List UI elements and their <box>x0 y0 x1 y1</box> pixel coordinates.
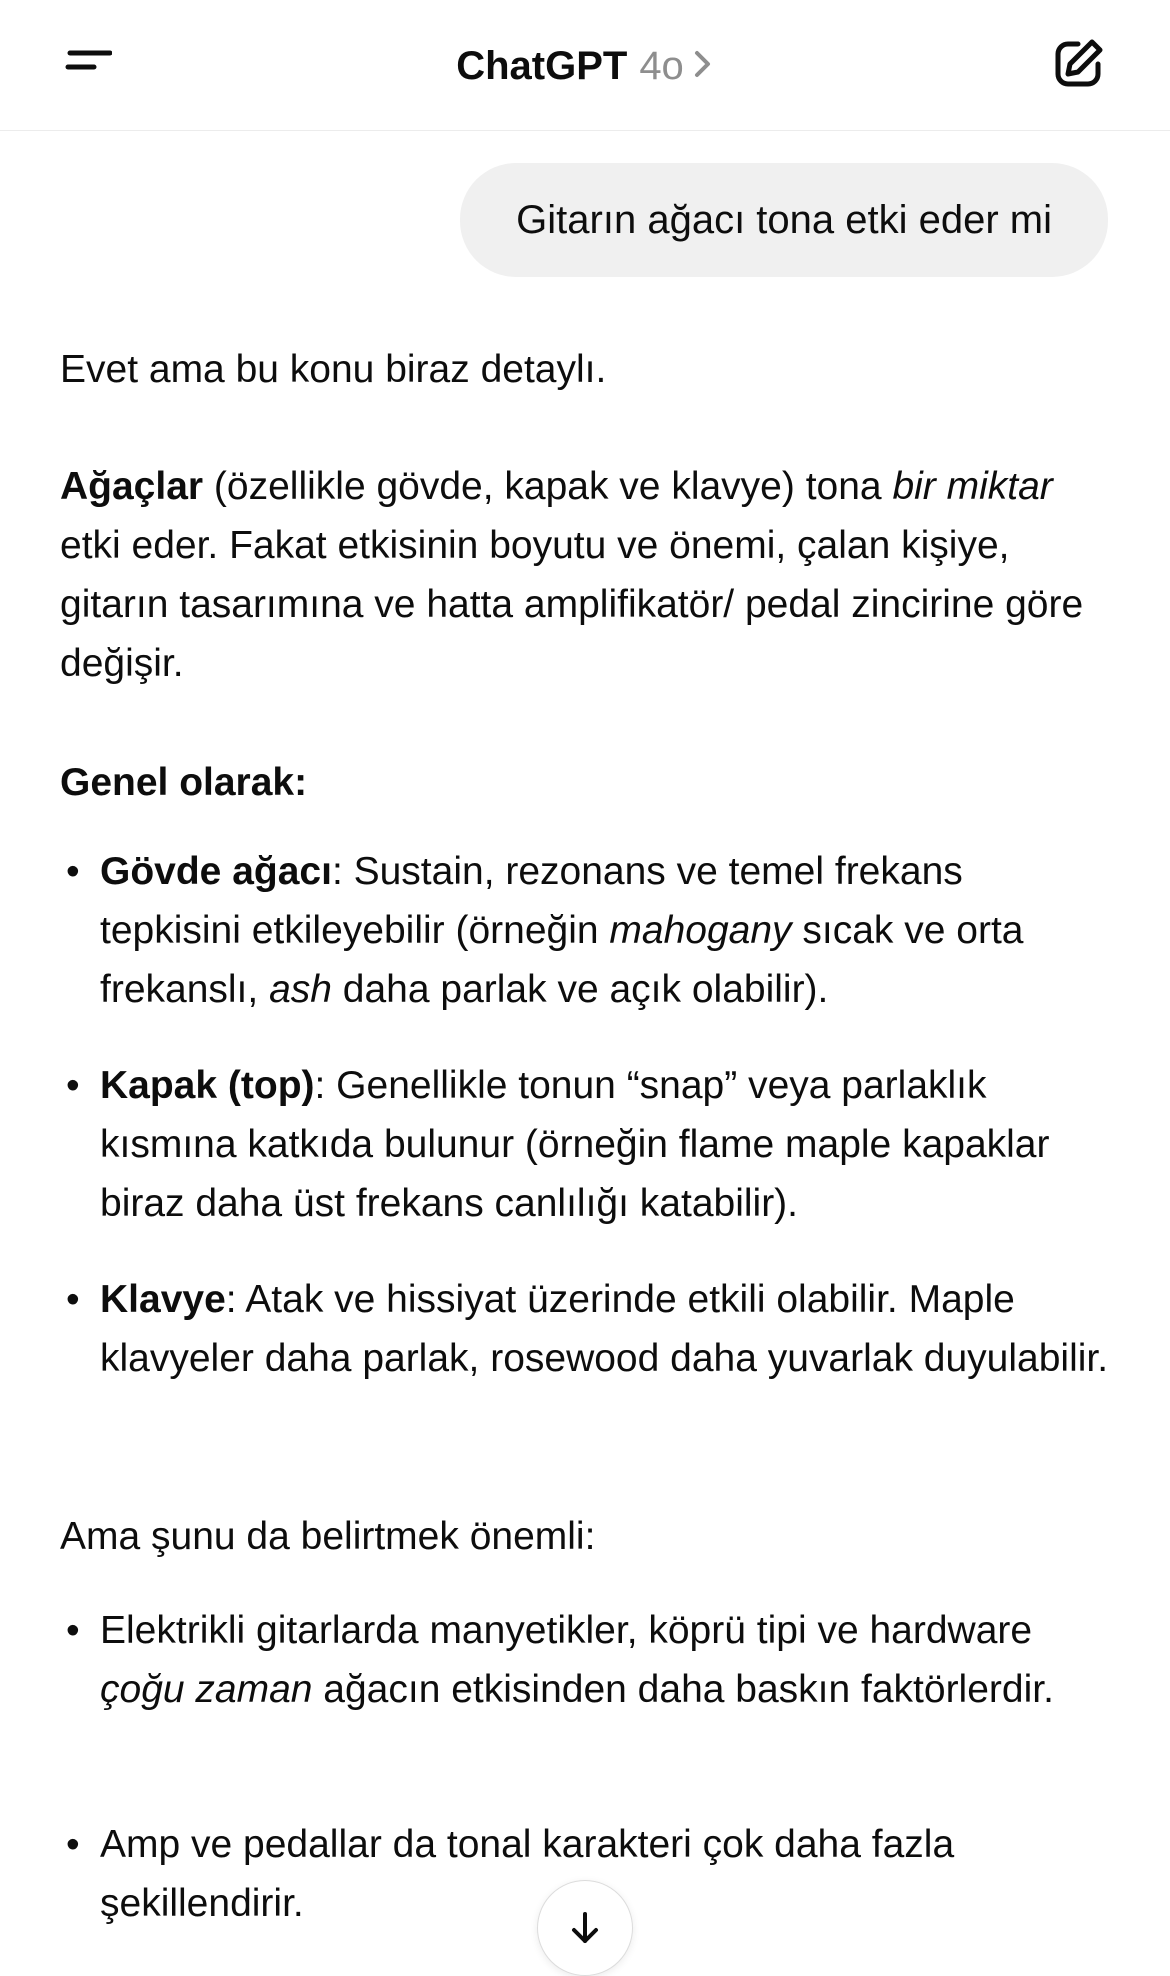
new-chat-button[interactable] <box>1050 36 1120 100</box>
bold-text: Klavye <box>100 1278 226 1321</box>
note-heading: Ama şunu da belirtmek önemli: <box>60 1515 596 1558</box>
bullet-icon: • <box>66 850 80 893</box>
model-name: 4o <box>639 44 684 88</box>
arrow-down-icon <box>565 1908 605 1948</box>
bold-text: Gövde ağacı <box>100 850 332 893</box>
text: Amp ve pedallar da tonal karakteri çok daha fazla şekillendirir. <box>100 1823 955 1925</box>
chevron-right-icon <box>692 42 714 94</box>
app-title: ChatGPT <box>456 44 628 88</box>
answer-intro: Evet ama bu konu biraz detaylı. <box>60 348 607 391</box>
text: ağacın etkisinden daha baskın faktörlerdir. <box>312 1668 1054 1711</box>
text: : Genellikle tonun “snap” veya parlaklık kısmına katkıda bulunur (örneğin flame maple kapaklar biraz daha üst frekans canlılığı katabilir). <box>100 1064 1050 1225</box>
bullet-icon: • <box>66 1823 80 1866</box>
user-message-text: Gitarın ağacı tona etki eder mi <box>516 198 1052 242</box>
general-heading: Genel olarak: <box>60 761 308 804</box>
answer-paragraph-trees <box>60 457 1100 693</box>
bold-text: Kapak (top) <box>100 1064 315 1107</box>
italic-text: mahogany <box>609 909 792 952</box>
bold-text: Ağaçlar <box>60 465 204 508</box>
new-chat-icon <box>1050 36 1106 92</box>
model-selector[interactable] <box>0 40 1170 94</box>
bullet-icon: • <box>66 1278 80 1321</box>
italic-text: bir miktar <box>892 465 1053 508</box>
text: : Sustain, rezonans ve temel frekans tepkisini etkileyebilir (örneğin <box>100 850 963 952</box>
text: : Atak ve hissiyat üzerinde etkili olabilir. Maple klavyeler daha parlak, rosewood daha yuvarlak duyulabilir. <box>100 1278 1109 1380</box>
italic-text: ash <box>269 968 332 1011</box>
scroll-down-button[interactable] <box>537 1880 633 1976</box>
text: Elektrikli gitarlarda manyetikler, köprü tipi ve hardware <box>100 1609 1033 1652</box>
text: daha parlak ve açık olabilir). <box>331 968 829 1011</box>
bullet-icon: • <box>66 1064 80 1107</box>
text: sıcak ve orta frekanslı, <box>100 909 1024 1011</box>
text: (özellikle gövde, kapak ve klavye) tona <box>203 465 893 508</box>
text: etki eder. Fakat etkisinin boyutu ve önemi, çalan kişiye, gitarın tasarımına ve hatta amplifikatör/ pedal zincirine göre değişir. <box>60 524 1084 685</box>
top-bar <box>0 0 1170 131</box>
italic-text: çoğu zaman <box>100 1668 313 1711</box>
bullet-icon: • <box>66 1609 80 1652</box>
user-message-bubble <box>460 163 1108 277</box>
